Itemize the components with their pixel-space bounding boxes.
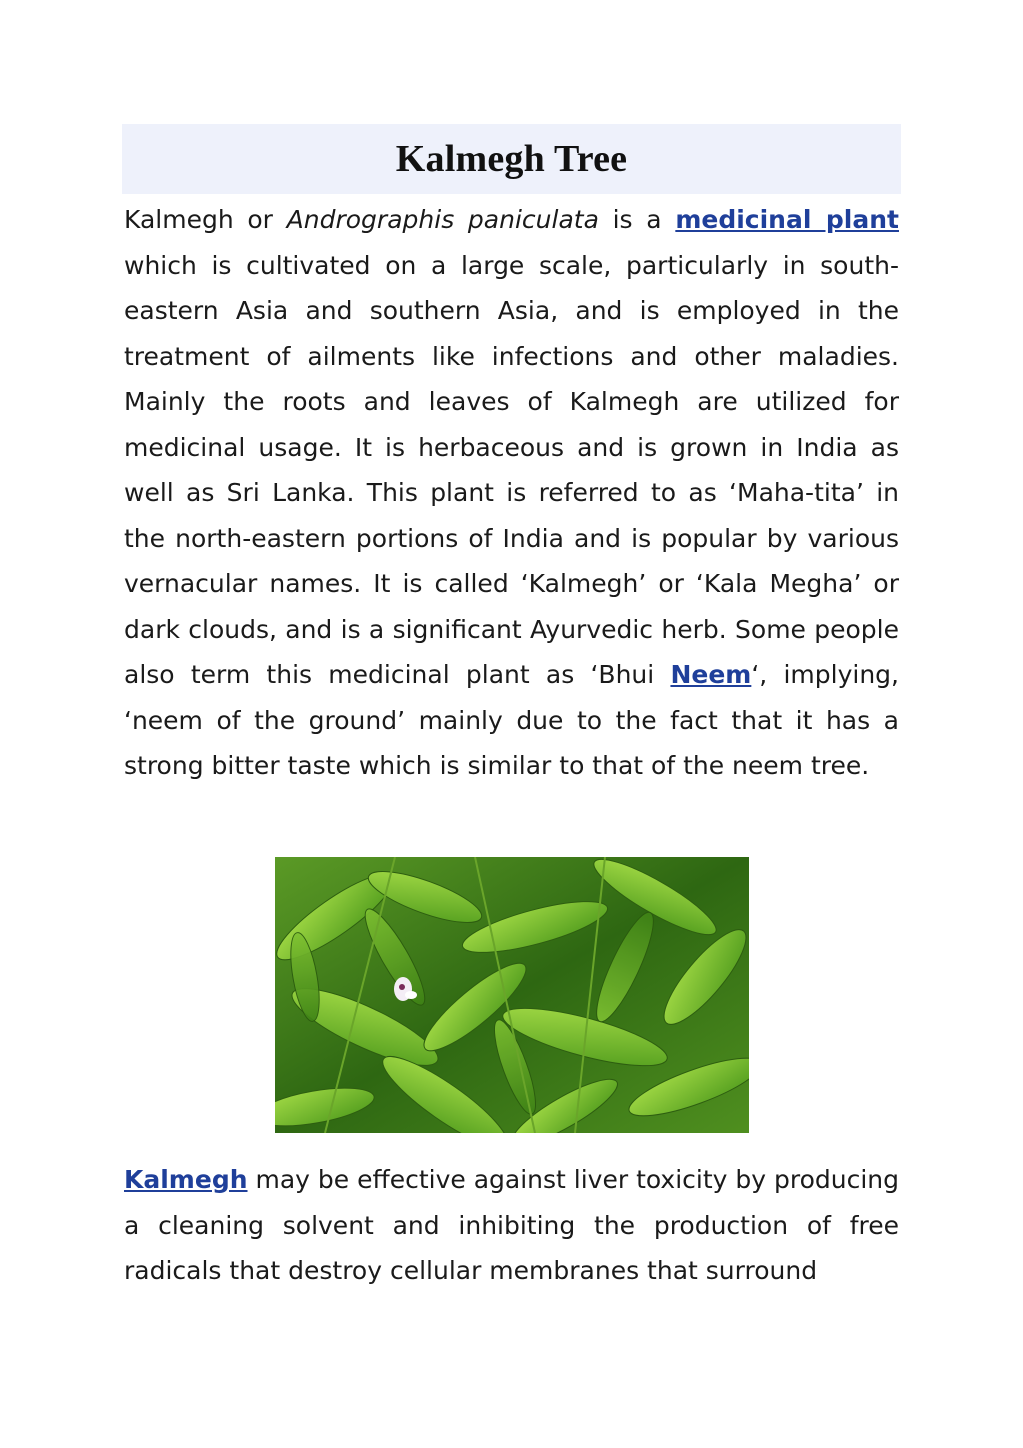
kalmegh-link[interactable]: Kalmegh (124, 1165, 248, 1194)
intro-text-4: ‘, implying, ‘neem of the ground’ mainly due to the fact that it has a strong bitter taste which is similar to that of the neem tree. (124, 660, 899, 780)
leaves-illustration (275, 857, 749, 1133)
liver-paragraph (124, 1157, 899, 1294)
kalmegh-plant-image (275, 857, 749, 1133)
scientific-name: Andrographis paniculata (286, 205, 599, 234)
page-title: Kalmegh Tree (395, 138, 628, 180)
medicinal-plant-link[interactable]: medicinal plant (675, 205, 899, 234)
intro-text-1: Kalmegh or (124, 205, 287, 234)
liver-text: may be effective against liver toxicity by producing a cleaning solvent and inhibiting the production of free radicals that destroy cellular membranes that surround (124, 1165, 899, 1285)
neem-link[interactable]: Neem (670, 660, 752, 689)
intro-text-2: is a (598, 205, 676, 234)
title-banner (122, 124, 901, 194)
intro-paragraph (124, 197, 899, 789)
intro-text-3: which is cultivated on a large scale, particularly in south-eastern Asia and southern Asia, and is employed in the treatment of ailments like infections and other maladies. Mainly the roots and leaves of Kalmegh are utilized for medicinal usage. It is herbaceous and is grown in India as well as Sri Lanka. This plant is referred to as ‘Maha-tita’ in the north-eastern portions of India and is popular by various vernacular names. It is called ‘Kalmegh’ or ‘Kala Megha’ or dark clouds, and is a significant Ayurvedic herb. Some people also term this medicinal plant as ‘Bhui (124, 250, 899, 689)
